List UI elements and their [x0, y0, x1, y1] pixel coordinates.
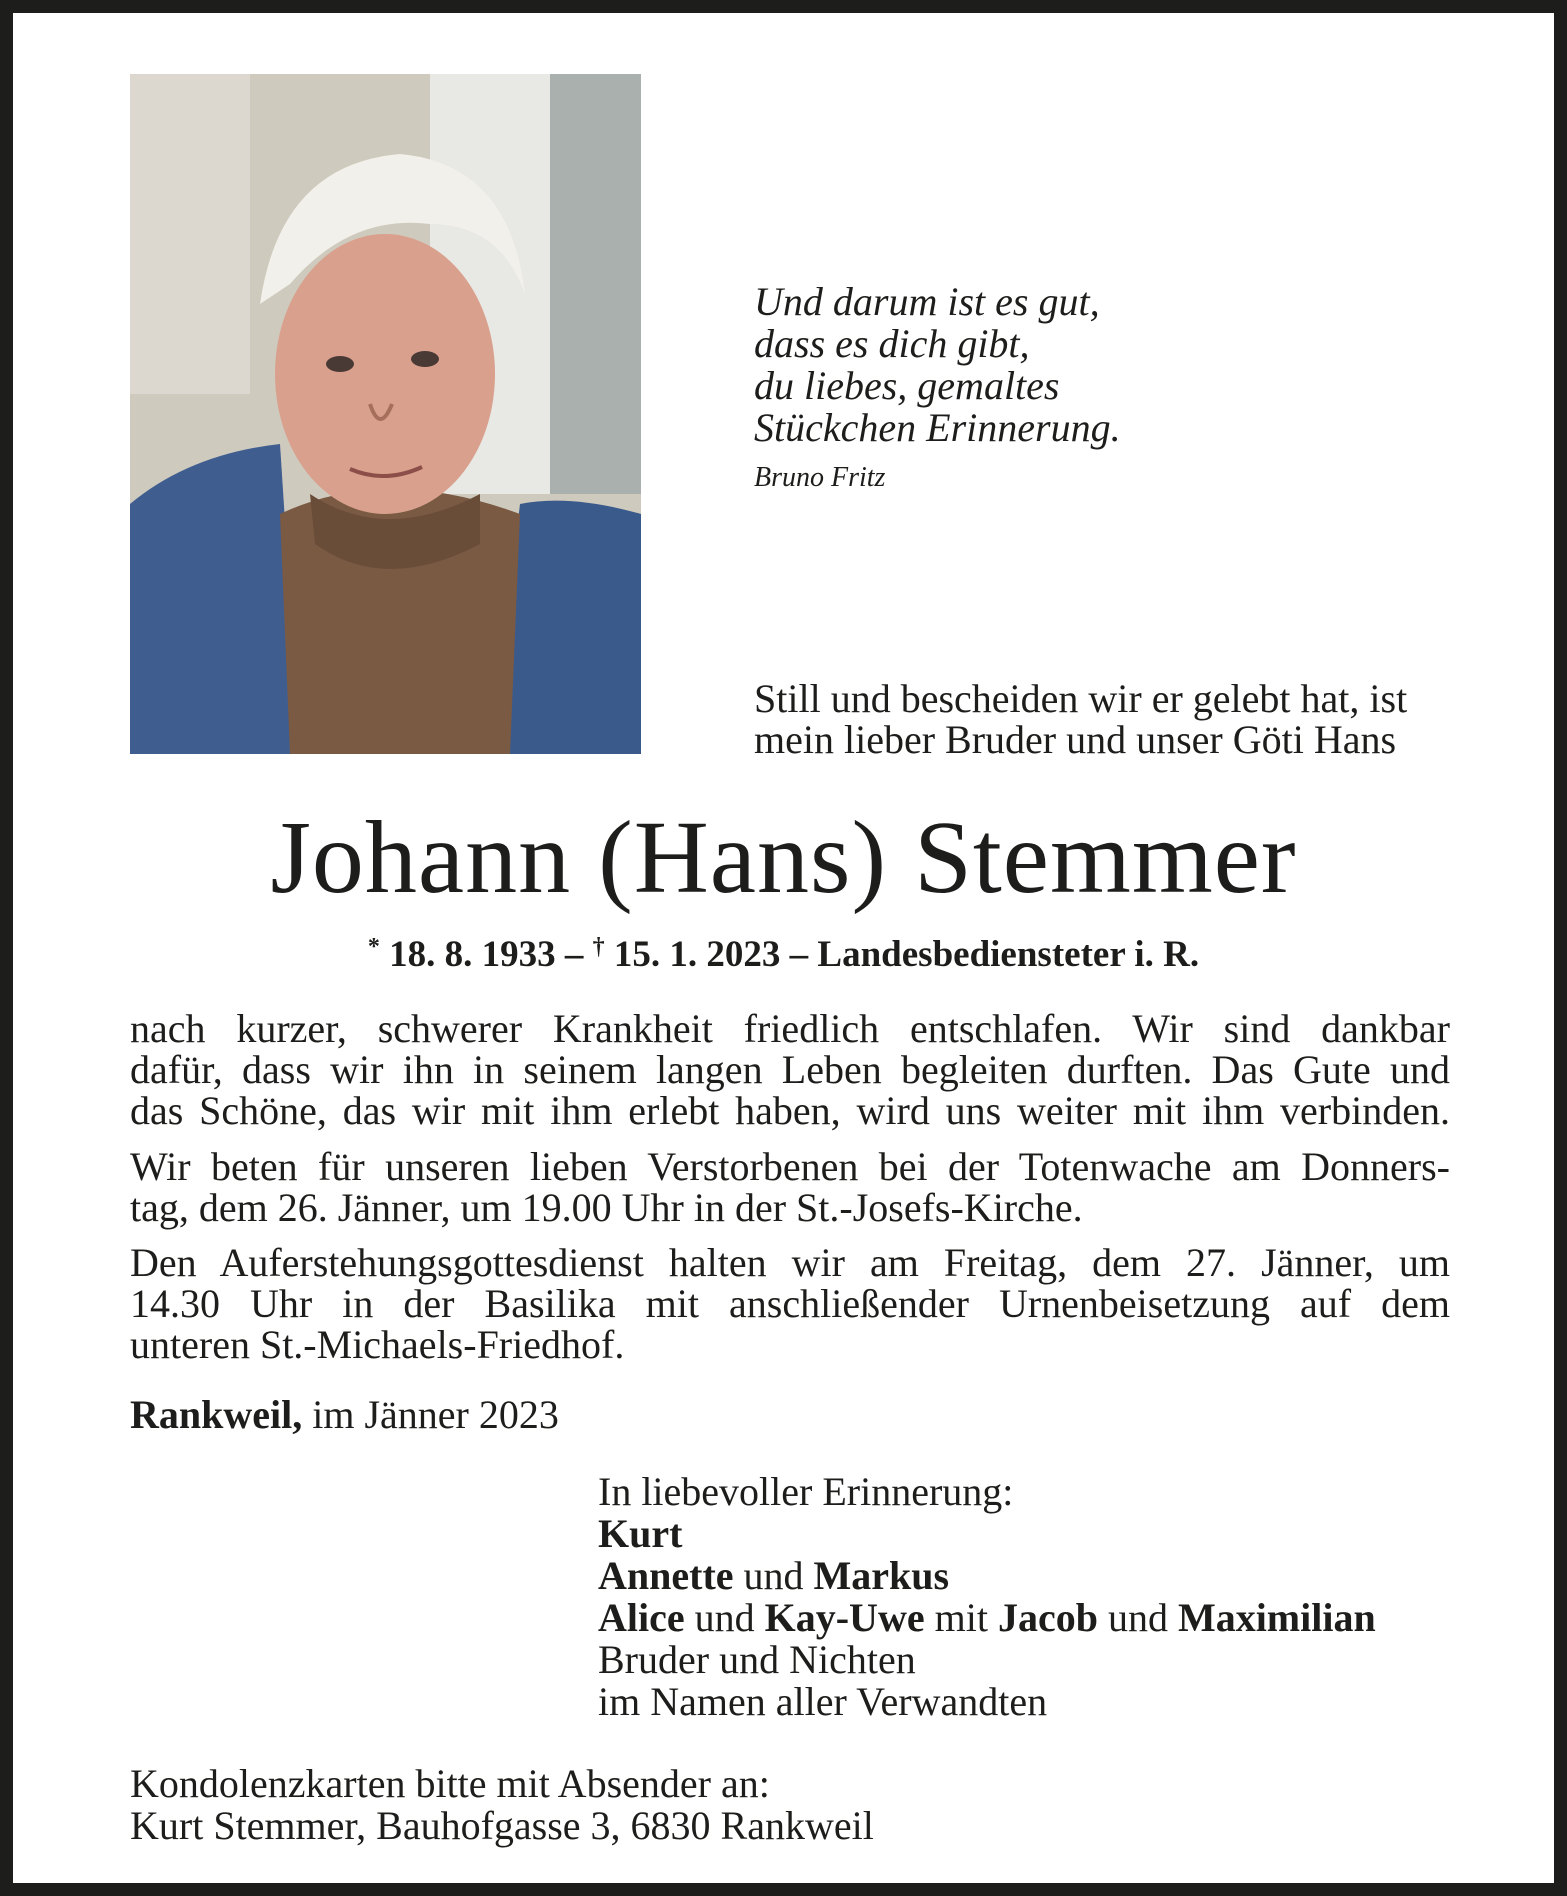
- birth-mark: *: [367, 934, 380, 960]
- life-dates: [13, 925, 1554, 977]
- deceased-name: Johann (Hans) Stemmer: [270, 800, 1297, 915]
- family-line: [598, 1597, 1376, 1639]
- portrait-photo: [130, 74, 641, 754]
- intro-line: mein lieber Bruder und unser Göti Hans: [754, 717, 1397, 762]
- intro-text: [754, 678, 1407, 760]
- poem-line: Stückchen Erinnerung.: [754, 405, 1121, 450]
- place-date-text: im Jänner 2023: [302, 1392, 559, 1437]
- paragraph-line: tag, dem 26. Jänner, um 19.00 Uhr in der St.-Josefs-Kirche.: [130, 1185, 1083, 1230]
- family-name: Jacob: [997, 1595, 1098, 1640]
- family-heading: In liebevoller Erinnerung:: [598, 1469, 1014, 1514]
- death-mark: †: [592, 934, 605, 960]
- family-connector: und: [684, 1595, 765, 1640]
- dash-separator: –: [555, 934, 593, 975]
- paragraph-line: Den Auferstehungsgottesdienst halten wir am Freitag, dem 27. Jänner, um: [130, 1240, 1450, 1285]
- paragraph-line: unteren St.-Michaels-Friedhof.: [130, 1322, 625, 1367]
- family-connector: und: [733, 1553, 814, 1598]
- place-city: Rankweil,: [130, 1392, 303, 1437]
- paragraph-line: Wir beten für unseren lieben Verstorbenen bei der Totenwache am Donners-: [130, 1144, 1450, 1189]
- family-name: Kay-Uwe: [764, 1595, 925, 1640]
- family-name: Annette: [598, 1553, 734, 1598]
- condolence-address: [130, 1763, 874, 1847]
- occupation: Landesbediensteter i. R.: [817, 934, 1200, 975]
- family-line: Bruder und Nichten: [598, 1637, 916, 1682]
- paragraph-line: nach kurzer, schwerer Krankheit friedlich entschlafen. Wir sind dankbar: [130, 1006, 1450, 1051]
- condolence-line: Kondolenzkarten bitte mit Absender an:: [130, 1761, 770, 1806]
- paragraph-line: das Schöne, das wir mit ihm erlebt haben, wird uns weiter mit ihm verbinden.: [130, 1088, 1450, 1133]
- family-name: Kurt: [598, 1511, 683, 1556]
- paragraph-1: [130, 1008, 1450, 1131]
- family-line: [598, 1513, 1376, 1555]
- intro-line: Still und bescheiden wir er gelebt hat, ist: [754, 676, 1408, 721]
- poem-line: Und darum ist es gut,: [754, 279, 1100, 324]
- family-line: im Namen aller Verwandten: [598, 1679, 1048, 1724]
- poem-author: Bruno Fritz: [754, 462, 886, 493]
- paragraph-2: [130, 1146, 1450, 1228]
- portrait-illustration: [130, 74, 641, 754]
- family-connector: mit: [924, 1595, 998, 1640]
- poem-line: dass es dich gibt,: [754, 321, 1030, 366]
- paragraph-line: 14.30 Uhr in der Basilika mit anschließender Urnenbeisetzung auf dem: [130, 1281, 1450, 1326]
- death-date: 15. 1. 2023: [604, 934, 781, 975]
- paragraph-3: [130, 1242, 1450, 1365]
- paragraph-line: dafür, dass wir ihn in seinem langen Leben begleiten durften. Das Gute und: [130, 1047, 1450, 1092]
- family-name: Maximilian: [1177, 1595, 1376, 1640]
- family-line: [598, 1555, 1376, 1597]
- family-signatures: [598, 1471, 1376, 1723]
- family-name: Alice: [598, 1595, 685, 1640]
- poem: [754, 281, 1121, 449]
- family-connector: und: [1097, 1595, 1178, 1640]
- birth-date: 18. 8. 1933: [379, 934, 556, 975]
- place-date: [130, 1391, 559, 1438]
- poem-line: du liebes, gemaltes: [754, 363, 1060, 408]
- dash-separator: –: [780, 934, 818, 975]
- family-name: Markus: [813, 1553, 950, 1598]
- condolence-line: Kurt Stemmer, Bauhofgasse 3, 6830 Rankweil: [130, 1803, 874, 1848]
